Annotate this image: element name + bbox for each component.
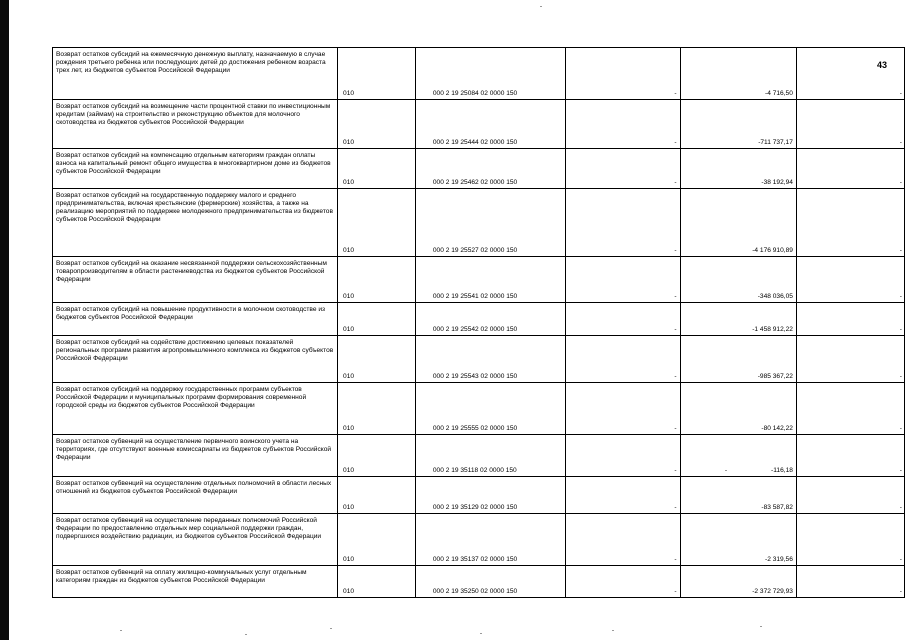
cell-kbk: 000 2 19 25555 02 0000 150: [415, 383, 565, 435]
table-row: [53, 189, 905, 257]
row-name-text: Возврат остатков субсидий на поддержку государственных программ субъектов Российской Федерации и муниципальных программ формирования современной городской среды из бюджетов субъектов Российской Федерации: [56, 386, 307, 410]
cell-unexecuted: -: [796, 257, 904, 303]
cell-approved: -: [565, 100, 680, 149]
cell-unexecuted: -: [796, 477, 904, 514]
report-table-wrap: [52, 47, 905, 598]
cell-code: 010: [338, 303, 416, 336]
cell-executed: -2 372 729,93: [680, 566, 796, 598]
cell-name: [53, 100, 338, 149]
cell-kbk: 000 2 19 25527 02 0000 150: [415, 189, 565, 257]
table-row: [53, 149, 905, 189]
cell-name: [53, 149, 338, 189]
table-row: [53, 336, 905, 383]
cell-approved: -: [565, 336, 680, 383]
cell-unexecuted: -: [796, 100, 904, 149]
cell-code: 010: [338, 383, 416, 435]
cell-approved: -: [565, 566, 680, 598]
report-table-body: [53, 48, 905, 598]
cell-kbk: 000 2 19 25444 02 0000 150: [415, 100, 565, 149]
cell-approved: -: [565, 477, 680, 514]
cell-kbk: 000 2 19 35129 02 0000 150: [415, 477, 565, 514]
cell-code: 010: [338, 336, 416, 383]
cell-executed: -83 587,82: [680, 477, 796, 514]
row-name-text: Возврат остатков субсидий на государственную поддержку малого и среднего предпринимательства, включая крестьянские (фермерские) хозяйства, а также на реализацию мероприятий по поддержке молодежного предпринимательства из бюджетов субъектов Российской Федерации: [56, 192, 333, 224]
table-row: [53, 48, 905, 100]
cell-unexecuted: -: [796, 189, 904, 257]
row-name-text: Возврат остатков субсидий на повышение продуктивности в молочном скотоводстве из бюджетов субъектов Российской Федерации: [56, 306, 326, 322]
cell-approved: -: [565, 383, 680, 435]
cell-approved: -: [565, 435, 680, 477]
cell-executed: -116,18: [680, 435, 796, 477]
table-row: [53, 257, 905, 303]
cell-code: 010: [338, 257, 416, 303]
cell-executed: -80 142,22: [680, 383, 796, 435]
table-row: [53, 435, 905, 477]
cell-name: [53, 435, 338, 477]
row-name-text: Возврат остатков субвенций на осуществление переданных полномочий Российской Федерации по предоставлению отдельных мер социальной поддержки граждан, подвергшихся воздействию радиации, из бюджетов субъектов Российской Федерации: [56, 517, 322, 541]
cell-kbk: 000 2 19 35118 02 0000 150: [415, 435, 565, 477]
row-name-text: Возврат остатков субвенций на осуществление первичного воинского учета на территориях, где отсутствуют военные комиссариаты из бюджетов субъектов Российской Федерации: [56, 438, 332, 462]
cell-kbk: 000 2 19 25462 02 0000 150: [415, 149, 565, 189]
cell-code: 010: [338, 435, 416, 477]
cell-approved: -: [565, 257, 680, 303]
scan-edge: [0, 0, 9, 640]
table-row: [53, 477, 905, 514]
cell-executed: -1 458 912,22: [680, 303, 796, 336]
row-name-text: Возврат остатков субсидий на компенсацию отдельным категориям граждан оплаты взноса на капитальный ремонт общего имущества в многоквартирном доме из бюджетов субъектов Российской Федерации: [56, 152, 331, 176]
cell-unexecuted: -: [796, 336, 904, 383]
cell-name: [53, 514, 338, 566]
cell-kbk: 000 2 19 25084 02 0000 150: [415, 48, 565, 100]
cell-kbk: 000 2 19 25543 02 0000 150: [415, 336, 565, 383]
cell-approved: -: [565, 303, 680, 336]
cell-unexecuted: -: [796, 566, 904, 598]
cell-kbk: 000 2 19 35250 02 0000 150: [415, 566, 565, 598]
cell-unexecuted: -: [796, 48, 904, 100]
cell-code: 010: [338, 100, 416, 149]
cell-kbk: 000 2 19 25542 02 0000 150: [415, 303, 565, 336]
cell-name: [53, 257, 338, 303]
cell-executed: -4 716,50: [680, 48, 796, 100]
table-row: [53, 383, 905, 435]
cell-name: [53, 383, 338, 435]
cell-executed: -985 367,22: [680, 336, 796, 383]
cell-name: [53, 303, 338, 336]
cell-executed: -348 036,05: [680, 257, 796, 303]
table-row: [53, 100, 905, 149]
cell-name: [53, 336, 338, 383]
cell-code: 010: [338, 48, 416, 100]
cell-executed: -2 319,56: [680, 514, 796, 566]
cell-executed: -711 737,17: [680, 100, 796, 149]
cell-kbk: 000 2 19 35137 02 0000 150: [415, 514, 565, 566]
cell-approved: -: [565, 514, 680, 566]
report-table: [52, 47, 905, 598]
table-row: [53, 514, 905, 566]
cell-unexecuted: -: [796, 303, 904, 336]
cell-name: [53, 477, 338, 514]
row-name-text: Возврат остатков субсидий на оказание несвязанной поддержки сельскохозяйственным товаропроизводителям в области растениеводства из бюджетов субъектов Российской Федерации: [56, 260, 327, 284]
table-row: [53, 303, 905, 336]
cell-name: [53, 48, 338, 100]
row-name-text: Возврат остатков субсидий на возмещение части процентной ставки по инвестиционным кредитам (займам) на строительство и реконструкцию объектов для молочного скотоводства из бюджетов субъектов Российской Федерации: [56, 103, 331, 127]
cell-approved: -: [565, 149, 680, 189]
cell-name: [53, 189, 338, 257]
cell-unexecuted: -: [796, 514, 904, 566]
row-name-text: Возврат остатков субсидий на ежемесячную денежную выплату, назначаемую в случае рождения третьего ребенка или последующих детей до достижения ребенком возраста трех лет, из бюджетов субъектов Российской Федерации: [56, 51, 326, 75]
cell-unexecuted: -: [796, 149, 904, 189]
cell-unexecuted: -: [796, 383, 904, 435]
cell-code: 010: [338, 149, 416, 189]
cell-code: 010: [338, 189, 416, 257]
cell-name: [53, 566, 338, 598]
cell-code: 010: [338, 566, 416, 598]
cell-approved: -: [565, 189, 680, 257]
row-name-text: Возврат остатков субсидий на содействие достижению целевых показателей региональных программ развития агропромышленного комплекса из бюджетов субъектов Российской Федерации: [56, 339, 334, 363]
page-number: 43: [877, 60, 888, 70]
cell-executed: -4 176 910,89: [680, 189, 796, 257]
row-name-text: Возврат остатков субвенций на осуществление отдельных полномочий в области лесных отношений из бюджетов субъектов Российской Федерации: [56, 480, 332, 496]
cell-unexecuted: -: [796, 435, 904, 477]
cell-kbk: 000 2 19 25541 02 0000 150: [415, 257, 565, 303]
cell-approved: -: [565, 48, 680, 100]
cell-executed: -38 192,94: [680, 149, 796, 189]
cell-code: 010: [338, 514, 416, 566]
cell-code: 010: [338, 477, 416, 514]
row-name-text: Возврат остатков субвенций на оплату жилищно-коммунальных услуг отдельным категориям граждан из бюджетов субъектов Российской Федерации: [56, 569, 307, 585]
table-row: [53, 566, 905, 598]
